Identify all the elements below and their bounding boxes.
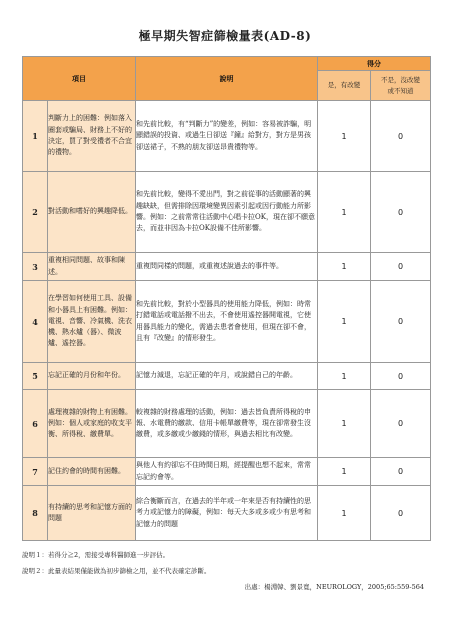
note-1: 說明１：若得分≧2，需接受專科醫師進一步評估。 bbox=[22, 551, 170, 559]
header-score: 得分 bbox=[318, 57, 431, 71]
score-no: 0 bbox=[371, 281, 431, 363]
table-row bbox=[23, 101, 431, 172]
row-item: 對活動和嗜好的興趣降低。 bbox=[48, 172, 136, 253]
row-number: 2 bbox=[23, 172, 48, 253]
row-description: 重複問同樣的問題，或重複述說過去的事件等。 bbox=[136, 253, 318, 281]
row-number: 8 bbox=[23, 486, 48, 541]
table-row bbox=[23, 172, 431, 253]
row-item: 有持續的思考和記憶方面的問題 bbox=[48, 486, 136, 541]
row-description: 和先前比較，對於小型器具的使用能力降低，例如：時常打錯電話或電話撥不出去，不會使用遙控器開電視，它使用器具能力的變化，需過去患者會使用，但現在卻不會，且有『改變』的情形發生。 bbox=[136, 281, 318, 363]
note-2: 說明２：此量表結果僅能做為初步篩檢之用，並不代表確定診斷。 bbox=[22, 567, 211, 575]
ad8-table bbox=[22, 56, 431, 541]
row-description: 較複雜的財務處理的活動，例如：過去皆負責所得稅的申報、水電費的繳款、信用卡帳單繳費等，現在卻常發生沒繳費，或多繳或少繳錢的情形，與過去相比有改變。 bbox=[136, 390, 318, 458]
row-description: 綜合衡斷而言，在過去的半年或一年來是否有持續性的思考力或記憶力的障礙，例如：每天大多或多或少有思考和記憶力的問題 bbox=[136, 486, 318, 541]
score-yes: 1 bbox=[318, 390, 371, 458]
row-number: 4 bbox=[23, 281, 48, 363]
row-item: 忘記正確的月份和年份。 bbox=[48, 363, 136, 390]
header-yes: 是，有改變 bbox=[318, 71, 371, 101]
score-no: 0 bbox=[371, 253, 431, 281]
table-row bbox=[23, 253, 431, 281]
table-row bbox=[23, 486, 431, 541]
score-yes: 1 bbox=[318, 363, 371, 390]
header-item: 項目 bbox=[23, 57, 136, 101]
score-yes: 1 bbox=[318, 172, 371, 253]
row-number: 5 bbox=[23, 363, 48, 390]
row-item: 在學習如何使用工具、設備和小器具上有困難。例如：電視、音響、冷氣機、洗衣機、熱水爐（器）、微波爐、遙控器。 bbox=[48, 281, 136, 363]
row-number: 7 bbox=[23, 458, 48, 486]
score-no: 0 bbox=[371, 172, 431, 253]
row-description: 和先前比較，有“判斷力”的變差，例如：容易被詐騙，明顯錯誤的投資、或過生日卻送『鐘』給對方，對方是男孩卻送裙子，不熟的朋友卻送昂貴禮物等。 bbox=[136, 101, 318, 172]
row-item: 重複相同問題、故事和陳述。 bbox=[48, 253, 136, 281]
page-title: 極早期失智症篩檢量表(AD-8) bbox=[138, 29, 312, 43]
row-number: 3 bbox=[23, 253, 48, 281]
row-item: 記住約會的時間有困難。 bbox=[48, 458, 136, 486]
row-description: 記憶力減退，忘記正確的年月，或說錯自己的年齡。 bbox=[136, 363, 318, 390]
row-description: 與他人有約卻忘不住時間日期，經提醒也想不起來，常常忘記約會等。 bbox=[136, 458, 318, 486]
score-no: 0 bbox=[371, 101, 431, 172]
row-number: 1 bbox=[23, 101, 48, 172]
score-no: 0 bbox=[371, 363, 431, 390]
score-no: 0 bbox=[371, 390, 431, 458]
row-item: 判斷力上的困難：例如落入圈套或騙局、財務上不好的決定，買了對受禮者不合宜的禮物。 bbox=[48, 101, 136, 172]
score-yes: 1 bbox=[318, 486, 371, 541]
row-number: 6 bbox=[23, 390, 48, 458]
score-no: 0 bbox=[371, 486, 431, 541]
score-yes: 1 bbox=[318, 101, 371, 172]
score-yes: 1 bbox=[318, 458, 371, 486]
table-row bbox=[23, 281, 431, 363]
table-row bbox=[23, 390, 431, 458]
table-row bbox=[23, 363, 431, 390]
source-citation: 出處：楊淵韓、劉景寬，NEUROLOGY，2005;65:559-564 bbox=[244, 583, 424, 591]
row-item: 處理複雜的財物上有困難。例如：個人或家庭的收支平衡、所得稅、繳費單。 bbox=[48, 390, 136, 458]
table-row bbox=[23, 458, 431, 486]
header-desc: 說明 bbox=[136, 57, 318, 101]
row-description: 和先前比較，變得不愛出門，對之前從事的活動顯著的興趣缺缺，但需排除因環境變異因素引起或因行動能力所影響。例如：之前常常往活動中心唱卡拉OK，現在卻不願意去，而並非因為卡拉OK設備不佳所影響。 bbox=[136, 172, 318, 253]
score-yes: 1 bbox=[318, 253, 371, 281]
header-no: 不是，沒改變 或不知道 bbox=[371, 71, 431, 101]
score-yes: 1 bbox=[318, 281, 371, 363]
score-no: 0 bbox=[371, 458, 431, 486]
